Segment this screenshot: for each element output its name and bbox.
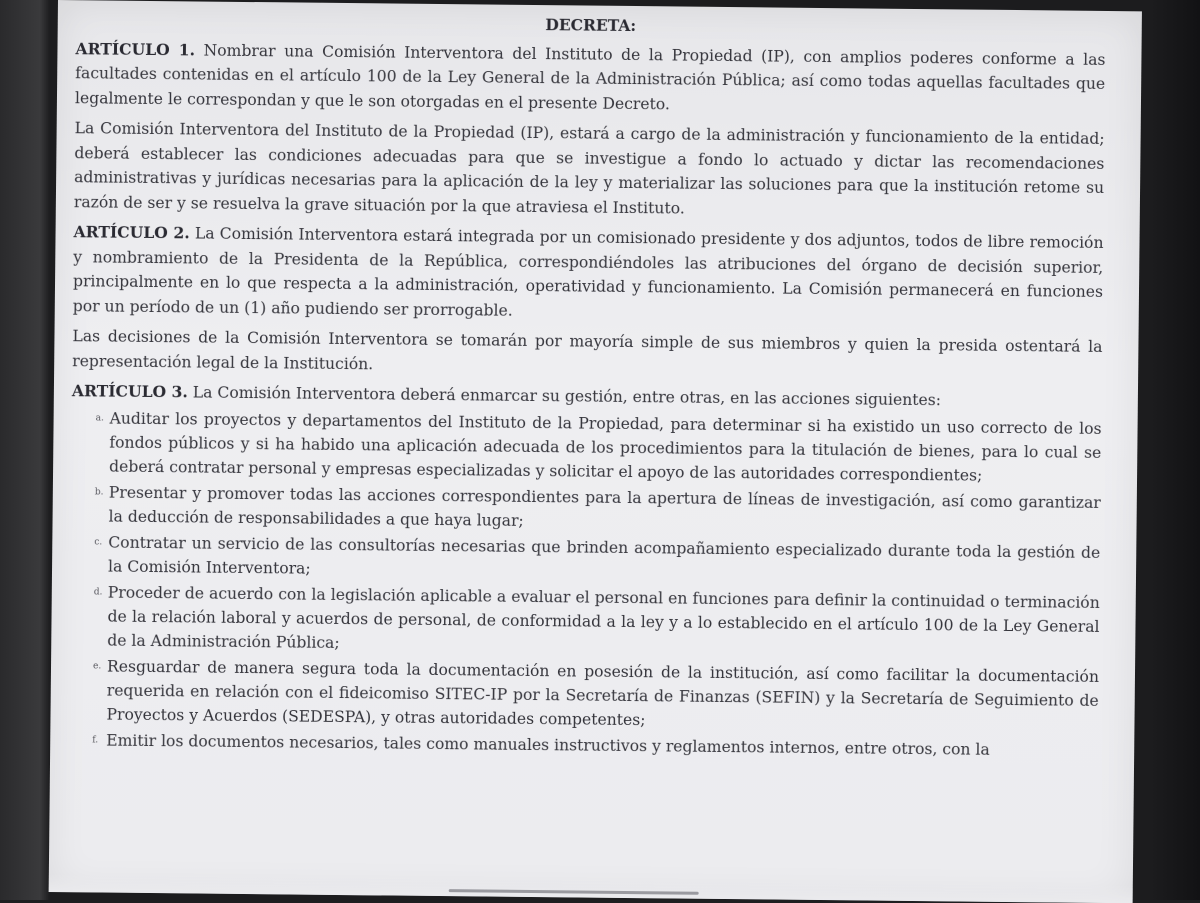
action-marker: a. [95,412,104,424]
action-text: Contratar un servicio de las consultorías necesarias que brinden acompañamiento especializado durante toda la gestión de la Comisión Interventora; [107,533,1101,578]
article-1-text: Nombrar una Comisión Interventora del Instituto de la Propiedad (IP), con amplios poderes conforme a las facultades contenidas en el artículo 100 de la Ley General de la Administración Pública; así como todas aquellas facultades que legalmente le correspondan y que le son otorgadas en el presente Decreto. [74,41,1106,113]
article-1-paragraph-2: La Comisión Interventora del Instituto de la Propiedad (IP), estará a cargo de la administración y funcionamiento de la entidad; deberá establecer las condiciones adecuadas para que se investigue a fondo lo actuado y dictar las recomendaciones administrativas y jurídicas necesarias para la aplicación de la ley y materializar las soluciones para que la institución retome su razón de ser y se resuelva la grave situación por la que atraviesa el Instituto. [73,119,1105,218]
action-marker: d. [93,586,103,597]
action-marker: f. [92,734,99,745]
article-2-label: ARTÍCULO 2. [73,222,190,243]
document-page [49,0,1142,903]
action-item-b [96,480,1100,539]
action-item-d [95,580,1100,663]
article-3-label: ARTÍCULO 3. [71,381,188,402]
article-2-paragraph [73,220,1104,329]
article-1-label: ARTÍCULO 1. [75,38,196,59]
action-marker: e. [92,660,102,671]
decree-heading: DECRETA: [545,15,637,36]
article-2-text: La Comisión Interventora estará integrada por un comisionado presidente y dos adjuntos, todos de libre remoción y nombramiento de la Presidenta de la República, correspondiéndoles las atribuciones del órgano de decisión superior, principalmente en lo que respecta a la administración, operatividad y funcionamiento. La Comisión permanecerá en funciones por un período de un (1) año pudiendo ser prorrogable. [72,224,1104,320]
action-marker: c. [94,536,103,547]
article-3-text: La Comisión Interventora deberá enmarcar su gestión, entre otras, en las acciones siguientes: [192,383,942,410]
action-text: Emitir los documentos necesarios, tales como manuales instructivos y reglamentos internos, entre otros, con la [106,731,990,759]
action-marker: b. [94,486,104,498]
action-text: Presentar y promover todas las acciones correspondientes para la apertura de líneas de investigación, así como garantizar la deducción de responsabilidades a que haya lugar; [108,483,1101,530]
action-item-e [94,654,1099,737]
action-item-a [97,406,1102,489]
article-2-paragraph-2: Las decisiones de la Comisión Interventora se tomarán por mayoría simple de sus miembros y quien la presida ostentará la representación legal de la Institución. [72,327,1103,373]
actions-list [94,406,1102,762]
action-text: Proceder de acuerdo con la legislación aplicable a evaluar el personal en funciones para definir la continuidad o terminación de la relación laboral y acuerdos de personal, de conformidad a la ley y a lo establecido en el artículo 100 de la Ley General de la Administración Pública; [107,583,1100,652]
article-1-paragraph [75,37,1106,121]
document-body [68,8,1106,764]
action-item-c [96,530,1100,589]
action-text: Resguardar de manera segura toda la documentación en posesión de la institución, así como facilitar la documentación requerida en relación con el fideicomiso SITEC-IP por la Secretaría de Finanzas (SEFIN) y la Secretaría de Seguimiento de Proyectos y Acuerdos (SEDESPA), y otras autoridades competentes; [106,657,1100,729]
action-text: Auditar los proyectos y departamentos del Instituto de la Propiedad, para determinar si ha existido un uso correcto de los fondos públicos y si ha habido una aplicación adecuada de los procedimientos para la titulación de bienes, para lo cual se deberá contratar personal y empresas especializadas y solicitar el apoyo de las autoridades correspondientes; [109,409,1102,485]
